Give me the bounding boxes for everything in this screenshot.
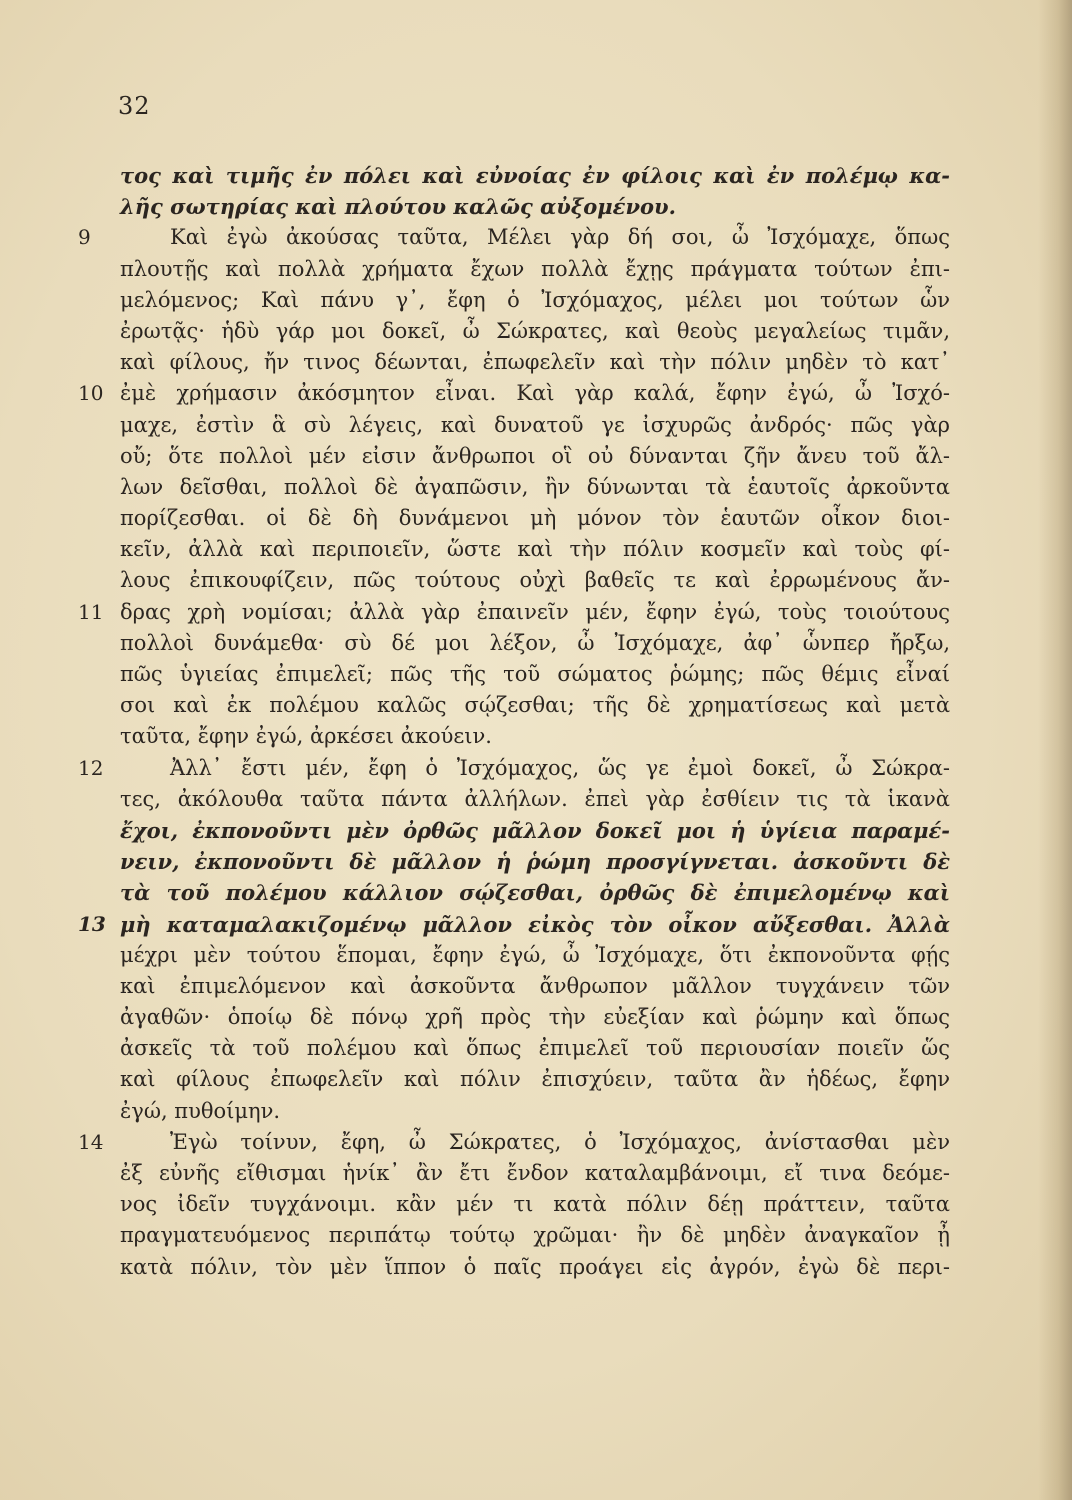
section-number: 11 [78,599,104,624]
text-line [120,784,950,815]
text-line [120,1158,950,1189]
text-line [120,628,950,659]
line-text: ἀσκεῖς τὰ τοῦ πολέμου καὶ ὅπως ἐπιμελεῖ τοῦ περιουσίαν ποιεῖν ὥς [120,1036,950,1061]
text-line [120,410,950,441]
text-line [120,254,950,285]
line-text: καὶ φίλους, ἤν τινος δέωνται, ἐπωφελεῖν καὶ τὴν πόλιν μηδὲν τὸ κατ᾽ [120,350,950,375]
line-text: μαχε, ἐστὶν ἃ σὺ λέγεις, καὶ δυνατοῦ γε ἰσχυρῶς ἀνδρός· πῶς γὰρ [120,412,950,437]
text-line [120,472,950,503]
line-text: ἀγαθῶν· ὁποίῳ δὲ πόνῳ χρῆ πρὸς τὴν εὐεξίαν καὶ ῥώμην καὶ ὅπως [120,1005,950,1030]
text-line [120,191,950,222]
section-number: 12 [78,755,104,780]
page-number: 32 [118,92,151,120]
line-text: κεῖν, ἀλλὰ καὶ περιποιεῖν, ὥστε καὶ τὴν πόλιν κοσμεῖν καὶ τοὺς φί- [120,537,950,562]
text-line [120,721,950,752]
text-line [120,316,950,347]
text-line [120,1220,950,1251]
text-line [120,160,950,191]
text-line [120,971,950,1002]
line-text: κατὰ πόλιν, τὸν μὲν ἵππον ὁ παῖς προάγει εἰς ἀγρόν, ἐγὼ δὲ περι- [120,1254,950,1279]
text-body [78,160,950,1283]
text-line [78,597,950,628]
text-line [120,659,950,690]
line-text: νειν, ἐκπονοῦντι δὲ μᾶλλον ἡ ῥώμη προσγίγνεται. ἀσκοῦντι δὲ [120,849,950,875]
line-text: ἔχοι, ἐκπονοῦντι μὲν ὀρθῶς μᾶλλον δοκεῖ μοι ἡ ὑγίεια παραμέ- [120,817,950,843]
text-line [120,1189,950,1220]
line-text: καὶ φίλους ἐπωφελεῖν καὶ πόλιν ἐπισχύειν, ταῦτα ἂν ἡδέως, ἔφην [120,1067,950,1092]
line-text: λῆς σωτηρίας καὶ πλούτου καλῶς αὐξομένου. [120,194,676,220]
line-text: μὴ καταμαλακιζομένῳ μᾶλλον εἰκὸς τὸν οἶκον αὔξεσθαι. Ἀλλὰ [120,911,950,937]
line-text: Ἀλλ᾽ ἔστι μέν, ἔφη ὁ Ἰσχόμαχος, ὥς γε ἐμοὶ δοκεῖ, ὦ Σώκρα- [170,755,950,780]
line-text: λων δεῖσθαι, πολλοὶ δὲ ἀγαπῶσιν, ἢν δύνωνται τὰ ἑαυτοῖς ἀρκοῦντα [120,474,950,499]
text-line [120,565,950,596]
text-line [78,909,950,940]
line-text: σοι καὶ ἐκ πολέμου καλῶς σῴζεσθαι; τῆς δὲ χρηματίσεως καὶ μετὰ [120,693,950,718]
section-number: 9 [78,225,91,250]
line-text: ἐξ εὐνῆς εἴθισμαι ἡνίκ᾽ ἂν ἔτι ἔνδον καταλαμβάνοιμι, εἴ τινα δεόμε- [120,1161,950,1185]
text-line [120,347,950,378]
text-line [120,690,950,721]
text-line [120,940,950,971]
text-line [120,1064,950,1095]
line-text: μελόμενος; Καὶ πάνυ γ᾽, ἔφη ὁ Ἰσχόμαχος, μέλει μοι τούτων ὧν [120,287,950,312]
text-line [120,846,950,877]
line-text: Καὶ ἐγὼ ἀκούσας ταῦτα, Μέλει γὰρ δή σοι, ὦ Ἰσχόμαχε, ὅπως [170,225,950,250]
text-line [120,815,950,846]
text-line [78,222,950,253]
text-line [120,1002,950,1033]
text-line [120,877,950,908]
line-text: τος καὶ τιμῆς ἐν πόλει καὶ εὐνοίας ἐν φίλοις καὶ ἐν πολέμῳ κα- [120,163,950,188]
line-text: πλουτῇς καὶ πολλὰ χρήματα ἔχων πολλὰ ἔχῃς πράγματα τούτων ἐπι- [120,256,950,281]
text-line [78,753,950,784]
line-text: τες, ἀκόλουθα ταῦτα πάντα ἀλλήλων. ἐπεὶ γὰρ ἐσθίειν τις τὰ ἱκανὰ [120,786,950,811]
section-number: 14 [78,1129,104,1154]
line-text: οὔ; ὅτε πολλοὶ μέν εἰσιν ἄνθρωποι οἳ οὐ δύνανται ζῆν ἄνευ τοῦ ἄλ- [120,443,950,468]
line-text: λους ἐπικουφίζειν, πῶς τούτους οὐχὶ βαθεῖς τε καὶ ἐρρωμένους ἄν- [120,568,950,593]
text-line [78,1127,950,1158]
text-line [120,1033,950,1064]
text-line [120,503,950,534]
text-line [78,378,950,409]
line-text: καὶ ἐπιμελόμενον καὶ ἀσκοῦντα ἄνθρωπον μᾶλλον τυγχάνειν τῶν [120,973,950,998]
line-text: Ἐγὼ τοίνυν, ἔφη, ὦ Σώκρατες, ὁ Ἰσχόμαχος, ἀνίστασθαι μὲν [170,1129,950,1154]
line-text: μέχρι μὲν τούτου ἕπομαι, ἔφην ἐγώ, ὦ Ἰσχόμαχε, ὅτι ἐκπονοῦντα φῄς [120,942,950,967]
line-text: ἐρωτᾷς· ἡδὺ γάρ μοι δοκεῖ, ὦ Σώκρατες, καὶ θεοὺς μεγαλείως τιμᾶν, [120,318,950,343]
text-line [120,1096,950,1127]
line-text: δρας χρὴ νομίσαι; ἀλλὰ γὰρ ἐπαινεῖν μέν, ἔφην ἐγώ, τοὺς τοιούτους [120,599,950,624]
line-text: ἐγώ, πυθοίμην. [120,1098,281,1123]
line-text: ἐμὲ χρήμασιν ἀκόσμητον εἶναι. Καὶ γὰρ καλά, ἔφην ἐγώ, ὦ Ἰσχό- [120,381,950,406]
line-text: πολλοὶ δυνάμεθα· σὺ δέ μοι λέξον, ὦ Ἰσχόμαχε, ἀφ᾽ ὧνπερ ἤρξω, [120,630,950,655]
text-line [120,285,950,316]
line-text: νος ἰδεῖν τυγχάνοιμι. κἂν μέν τι κατὰ πόλιν δέῃ πράττειν, ταῦτα [120,1192,950,1217]
page-edge-shadow [1038,0,1072,1500]
line-text: πορίζεσθαι. οἱ δὲ δὴ δυνάμενοι μὴ μόνον τὸν ἑαυτῶν οἶκον διοι- [120,506,950,531]
section-number: 13 [78,911,106,936]
line-text: πραγματευόμενος περιπάτῳ τούτῳ χρῶμαι· ἢν δὲ μηδὲν ἀναγκαῖον ᾖ [120,1223,950,1248]
text-line [120,441,950,472]
text-line [120,1252,950,1283]
text-line [120,534,950,565]
line-text: πῶς ὑγιείας ἐπιμελεῖ; πῶς τῆς τοῦ σώματος ῥώμης; πῶς θέμις εἶναί [120,662,950,686]
line-text: ταῦτα, ἔφην ἐγώ, ἀρκέσει ἀκούειν. [120,724,492,749]
section-number: 10 [78,381,104,406]
line-text: τὰ τοῦ πολέμου κάλλιον σῴζεσθαι, ὀρθῶς δὲ ἐπιμελομένῳ καὶ [120,880,950,906]
